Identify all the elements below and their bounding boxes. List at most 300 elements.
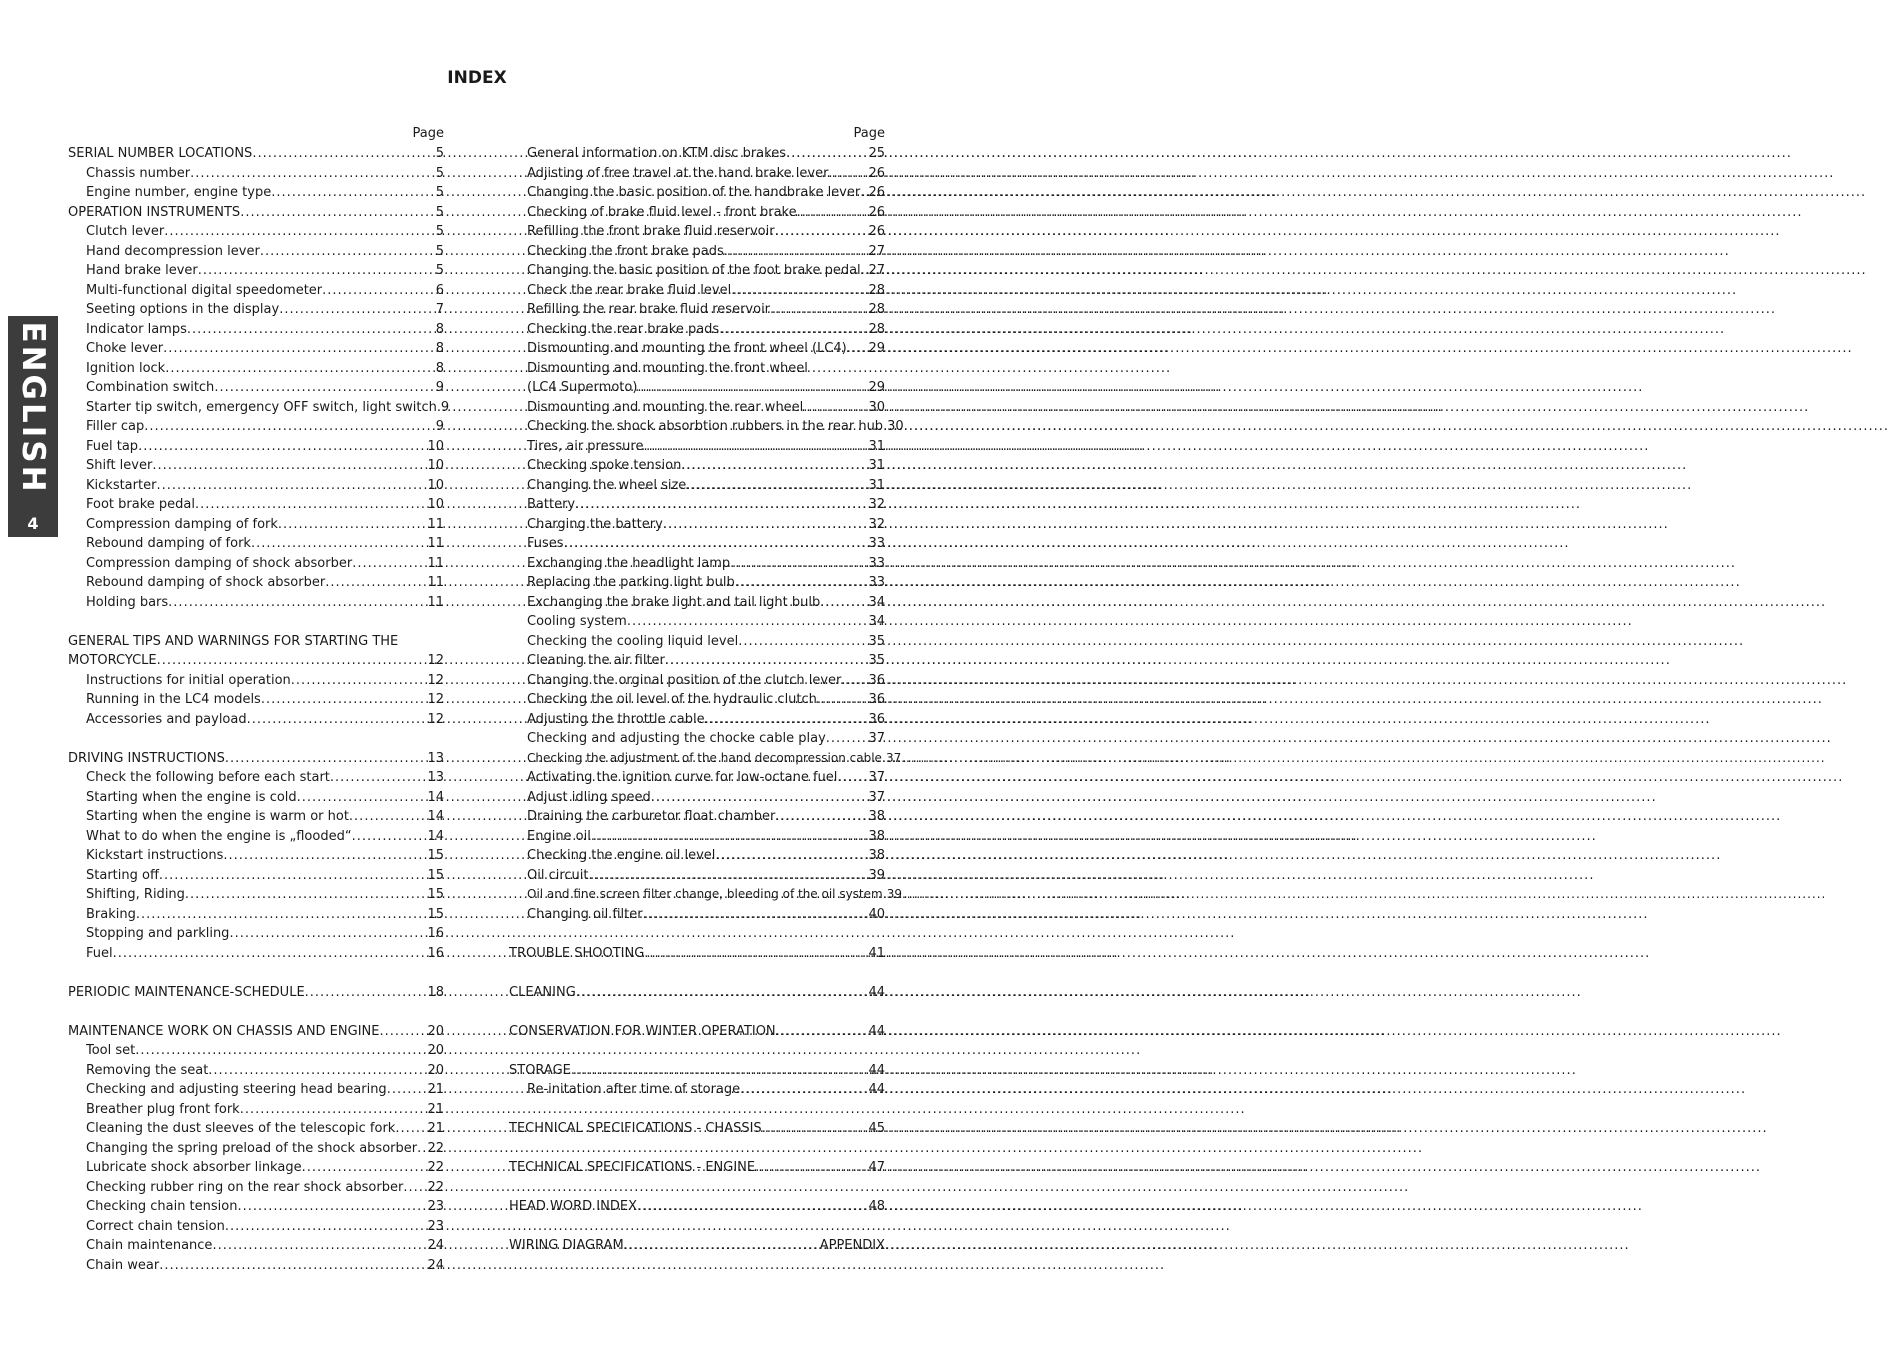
index-entry bbox=[68, 1178, 444, 1198]
entry-page-number: 30 bbox=[868, 399, 885, 415]
entry-page-number: 47 bbox=[868, 1160, 885, 1175]
entry-page-number: 25 bbox=[868, 146, 885, 161]
entry-page-number: 41 bbox=[868, 945, 885, 961]
index-entry bbox=[509, 183, 885, 203]
dot-leader bbox=[847, 339, 869, 359]
entry-page-number: 5 bbox=[435, 243, 444, 259]
index-entry bbox=[68, 866, 444, 886]
entry-page-number: 37 bbox=[868, 770, 885, 785]
dot-leader bbox=[775, 222, 869, 242]
page-number: 4 bbox=[27, 514, 39, 533]
entry-title: Chain maintenance bbox=[86, 1238, 213, 1253]
index-entry bbox=[509, 164, 885, 184]
entry-title: Instructions for initial operation bbox=[86, 672, 291, 688]
dot-leader bbox=[820, 593, 868, 613]
dot-leader bbox=[113, 944, 428, 964]
dot-leader bbox=[138, 437, 427, 457]
entry-page-number: 12 bbox=[427, 711, 444, 727]
entry-title: HEAD WORD INDEX bbox=[509, 1199, 637, 1214]
index-entry bbox=[509, 866, 885, 886]
dot-leader bbox=[325, 573, 427, 593]
entry-title: Draining the carburetor float chamber bbox=[527, 809, 776, 824]
index-entry bbox=[509, 242, 885, 262]
dot-leader bbox=[229, 924, 427, 944]
entry-title: DRIVING INSTRUCTIONS bbox=[68, 750, 225, 766]
index-entry bbox=[509, 144, 885, 164]
entry-page-number: 16 bbox=[427, 926, 444, 941]
dot-leader bbox=[159, 1256, 427, 1276]
index-entry bbox=[68, 710, 444, 730]
dot-leader bbox=[395, 1119, 427, 1139]
index-section-entry bbox=[68, 749, 444, 769]
entry-page-number: 13 bbox=[427, 770, 444, 785]
entry-title: Compression damping of fork bbox=[86, 516, 278, 532]
index-entry bbox=[509, 378, 885, 398]
entry-title: TECHNICAL SPECIFICATIONS - ENGINE bbox=[509, 1160, 756, 1175]
entry-page-number: 38 bbox=[868, 828, 885, 844]
entry-title: Charging the battery bbox=[527, 516, 663, 532]
entry-page-number: 11 bbox=[427, 575, 444, 590]
entry-page-number: 12 bbox=[427, 653, 444, 668]
entry-title: Changing the basic position of the handbrake lever bbox=[527, 185, 861, 200]
index-entry bbox=[68, 1197, 444, 1217]
entry-page-number: 27 bbox=[868, 263, 885, 278]
dot-leader bbox=[575, 495, 868, 515]
dot-leader bbox=[651, 788, 869, 808]
entry-title: Foot brake pedal bbox=[86, 497, 195, 512]
dot-leader bbox=[291, 671, 428, 691]
entry-title: Checking spoke tension bbox=[527, 458, 682, 473]
entry-page-number: 28 bbox=[868, 302, 885, 317]
dot-leader bbox=[643, 437, 868, 457]
entry-page-number: 11 bbox=[427, 516, 444, 532]
entry-page-number: 36 bbox=[868, 711, 885, 727]
index-entries-left bbox=[68, 144, 450, 1275]
entry-page-number: 20 bbox=[427, 1043, 444, 1058]
dot-leader bbox=[352, 827, 428, 847]
entry-page-number: 11 bbox=[427, 555, 444, 571]
index-entry bbox=[509, 1080, 885, 1100]
index-entry bbox=[68, 807, 444, 827]
entry-title: Starter tip switch, emergency OFF switch, light switch bbox=[86, 399, 437, 415]
dot-leader bbox=[185, 885, 428, 905]
entry-title: Fuel tap bbox=[86, 438, 139, 454]
index-entry bbox=[509, 827, 885, 847]
entry-page-number: 22 bbox=[427, 1160, 444, 1175]
entry-page-number: 20 bbox=[427, 1062, 444, 1078]
entry-page-number: 45 bbox=[868, 1121, 885, 1136]
entry-title: Adjisting of free travel at the hand brake lever bbox=[527, 165, 829, 181]
index-entry bbox=[509, 788, 885, 808]
entry-page-number: 44 bbox=[868, 1082, 885, 1097]
index-entry bbox=[68, 1061, 444, 1081]
index-entry bbox=[509, 651, 885, 671]
entry-title: Changing the spring preload of the shock absorber bbox=[86, 1140, 418, 1156]
entry-page-number: 14 bbox=[427, 789, 444, 805]
index-entry bbox=[509, 593, 885, 613]
dot-leader bbox=[212, 1236, 427, 1256]
entry-page-number: 26 bbox=[868, 165, 885, 181]
entry-title: Cooling system bbox=[527, 614, 627, 629]
entry-title: Checking and adjusting the chocke cable play bbox=[527, 731, 826, 746]
dot-leader bbox=[240, 203, 436, 223]
entry-title: Engine number, engine type bbox=[86, 185, 272, 200]
dot-leader bbox=[144, 417, 436, 437]
entry-page-number: 8 bbox=[435, 341, 444, 356]
entry-page-number: 34 bbox=[868, 594, 885, 610]
index-entry bbox=[509, 456, 885, 476]
dot-leader bbox=[163, 339, 436, 359]
dot-leader bbox=[740, 1080, 868, 1100]
entry-title: Breather plug front fork bbox=[86, 1101, 240, 1117]
section-spacer bbox=[68, 1002, 444, 1022]
index-section-entry bbox=[509, 1197, 885, 1217]
entry-page-number: 26 bbox=[868, 224, 885, 239]
entry-title: TECHNICAL SPECIFICATIONS - CHASSIS bbox=[509, 1121, 762, 1136]
dot-leader bbox=[817, 690, 869, 710]
entry-page-number: 44 bbox=[868, 1062, 885, 1078]
entry-title: Oil circuit bbox=[527, 867, 589, 883]
entry-title: Tires, air pressure bbox=[527, 438, 644, 454]
index-entry bbox=[68, 261, 444, 281]
entry-page-number: 14 bbox=[427, 809, 444, 824]
section-spacer bbox=[509, 1002, 885, 1022]
entry-page-number: 44 bbox=[868, 984, 885, 1000]
entry-title: Lubricate shock absorber linkage bbox=[86, 1160, 302, 1175]
index-entry bbox=[68, 1139, 444, 1159]
entry-title: Changing the basic position of the foot brake pedal bbox=[527, 263, 861, 278]
entry-page-number: 29 bbox=[868, 341, 885, 356]
entry-title: Checking chain tension bbox=[86, 1199, 238, 1214]
entry-page-number: 40 bbox=[868, 906, 885, 922]
index-entry bbox=[68, 1100, 444, 1120]
index-entry bbox=[68, 1080, 444, 1100]
index-entry bbox=[68, 242, 444, 262]
section-spacer bbox=[509, 1100, 885, 1120]
entry-title: Removing the seat bbox=[86, 1062, 209, 1078]
dot-leader bbox=[730, 554, 868, 574]
index-entry bbox=[68, 378, 444, 398]
dot-leader bbox=[136, 905, 428, 925]
dot-leader bbox=[165, 359, 436, 379]
dot-leader bbox=[564, 534, 869, 554]
index-entry bbox=[68, 690, 444, 710]
entry-page-number: 10 bbox=[427, 438, 444, 454]
index-entry bbox=[68, 183, 444, 203]
index-section-entry bbox=[509, 1022, 885, 1042]
dot-leader bbox=[624, 1236, 820, 1256]
index-entry bbox=[509, 846, 885, 866]
entry-title: Checking the adjustment of the hand decompression cable bbox=[527, 750, 882, 765]
index-entry bbox=[68, 300, 444, 320]
dot-leader bbox=[724, 242, 869, 262]
entry-page-number: 31 bbox=[868, 438, 885, 454]
index-entry bbox=[509, 612, 885, 632]
entry-title: Stopping and parkling bbox=[86, 926, 230, 941]
index-entry bbox=[509, 261, 885, 281]
dot-leader bbox=[214, 378, 435, 398]
entry-page-number: 7 bbox=[435, 302, 444, 317]
index-entry bbox=[509, 573, 885, 593]
index-entry bbox=[68, 573, 444, 593]
entry-title: OPERATION INSTRUMENTS bbox=[68, 204, 241, 220]
entry-title: Choke lever bbox=[86, 341, 164, 356]
entry-title: Cleaning the dust sleeves of the telescopic fork bbox=[86, 1121, 396, 1136]
dot-leader bbox=[190, 164, 436, 184]
index-section-entry bbox=[509, 983, 885, 1003]
index-section-entry bbox=[509, 1158, 885, 1178]
index-entry bbox=[68, 885, 444, 905]
entry-page-number: 21 bbox=[427, 1082, 444, 1097]
dot-leader bbox=[686, 476, 868, 496]
entry-title: Starting when the engine is cold bbox=[86, 789, 297, 805]
entry-page-number: 35 bbox=[868, 633, 885, 649]
entry-title: Cleaning the air filter bbox=[527, 653, 665, 668]
entry-title: Shifting, Riding bbox=[86, 887, 185, 902]
index-entry bbox=[509, 632, 885, 652]
dot-leader bbox=[305, 983, 428, 1003]
dot-leader bbox=[208, 1061, 427, 1081]
index-entry bbox=[68, 359, 444, 379]
index-section-entry bbox=[68, 144, 444, 164]
entry-title: Filler cap bbox=[86, 419, 145, 434]
dot-leader bbox=[157, 651, 428, 671]
entry-page-number: 28 bbox=[868, 321, 885, 337]
dot-leader bbox=[403, 1178, 427, 1198]
index-entry bbox=[509, 476, 885, 496]
entry-page-number: 27 bbox=[868, 243, 885, 259]
dot-leader bbox=[738, 632, 868, 652]
dot-leader bbox=[156, 476, 427, 496]
entry-page-number: 10 bbox=[427, 497, 444, 512]
entry-title: Chassis number bbox=[86, 165, 191, 181]
language-label: ENGLISH bbox=[15, 321, 51, 495]
entry-title: MAINTENANCE WORK ON CHASSIS AND ENGINE bbox=[68, 1023, 380, 1039]
page-column-header: Page bbox=[853, 126, 885, 141]
entry-page-number: 15 bbox=[427, 906, 444, 922]
dot-leader bbox=[195, 495, 427, 515]
entry-title: What to do when the engine is „flooded“ bbox=[86, 828, 352, 844]
entry-title: PERIODIC MAINTENANCE-SCHEDULE bbox=[68, 984, 305, 1000]
index-entry bbox=[509, 554, 885, 574]
index-entry bbox=[509, 495, 885, 515]
entry-title: Fuel bbox=[86, 945, 113, 961]
section-spacer bbox=[509, 1041, 885, 1061]
index-entry bbox=[68, 827, 444, 847]
entry-page-number: 36 bbox=[868, 672, 885, 688]
index-entry bbox=[68, 846, 444, 866]
entry-title: Checking the shock absorbtion rubbers in the rear hub bbox=[527, 419, 884, 434]
index-section-entry bbox=[68, 632, 444, 652]
entry-page-number: 23 bbox=[427, 1218, 444, 1234]
entry-title: Refilling the front brake fluid reservoir bbox=[527, 224, 775, 239]
dot-leader bbox=[637, 378, 868, 398]
entry-title: Shift lever bbox=[86, 458, 153, 473]
index-entry bbox=[68, 398, 450, 418]
entry-page-number: 28 bbox=[868, 282, 885, 298]
index-entry bbox=[509, 281, 885, 301]
index-entry bbox=[68, 593, 444, 613]
entry-page-number: 39 bbox=[886, 887, 902, 901]
entry-title: MOTORCYCLE bbox=[68, 653, 157, 668]
dot-leader bbox=[187, 320, 436, 340]
dot-leader bbox=[330, 768, 428, 788]
entry-title: Checking rubber ring on the rear shock absorber bbox=[86, 1179, 404, 1195]
dot-leader bbox=[786, 144, 868, 164]
entry-page-number: 9 bbox=[435, 380, 444, 395]
index-entry bbox=[509, 885, 902, 905]
entry-title: Changing the wheel size bbox=[527, 477, 687, 493]
entry-page-number: 39 bbox=[868, 867, 885, 883]
index-entry bbox=[68, 456, 444, 476]
index-entry bbox=[509, 690, 885, 710]
dot-leader bbox=[627, 612, 869, 632]
dot-leader bbox=[168, 593, 427, 613]
index-entry bbox=[509, 768, 885, 788]
index-entry bbox=[509, 515, 885, 535]
entry-page-number: 31 bbox=[868, 477, 885, 493]
dot-leader bbox=[247, 710, 428, 730]
index-section-entry bbox=[68, 1022, 444, 1042]
dot-leader bbox=[770, 300, 868, 320]
entry-page-number: 6 bbox=[435, 282, 444, 298]
index-entry bbox=[68, 1041, 444, 1061]
index-entry bbox=[68, 1236, 444, 1256]
section-spacer bbox=[68, 612, 444, 632]
entry-page-number: 13 bbox=[427, 750, 444, 766]
dot-leader bbox=[755, 1158, 868, 1178]
dot-leader bbox=[225, 1217, 428, 1237]
entry-page-number: 5 bbox=[435, 224, 444, 239]
dot-leader bbox=[589, 866, 869, 886]
entry-page-number: 21 bbox=[427, 1101, 444, 1117]
entry-page-number: 8 bbox=[435, 321, 444, 337]
entry-title: Replacing the parking light bulb bbox=[527, 575, 735, 590]
entry-title: Oil and fine screen filter change, bleeding of the oil system bbox=[527, 887, 883, 901]
entry-title: Check the following before each start bbox=[86, 770, 330, 785]
dot-leader bbox=[159, 866, 428, 886]
dot-leader bbox=[576, 983, 869, 1003]
index-entry bbox=[509, 320, 885, 340]
entry-title: Adjusting the throttle cable bbox=[527, 711, 705, 727]
entry-page-number: 5 bbox=[435, 185, 444, 200]
dot-leader bbox=[731, 281, 868, 301]
entry-title: Checking the cooling liquid level bbox=[527, 633, 739, 649]
index-entry bbox=[509, 749, 902, 769]
entry-title: Starting off bbox=[86, 867, 159, 883]
index-entries-right bbox=[509, 144, 904, 1256]
entry-title: Multi-functional digital speedometer bbox=[86, 282, 323, 298]
index-entry bbox=[509, 300, 885, 320]
entry-page-number: 36 bbox=[868, 692, 885, 707]
entry-page-number: APPENDIX bbox=[819, 1238, 885, 1253]
dot-leader bbox=[663, 515, 869, 535]
entry-title: Combination switch bbox=[86, 380, 215, 395]
entry-page-number: 5 bbox=[435, 146, 444, 161]
dot-leader bbox=[591, 827, 869, 847]
dot-leader bbox=[260, 242, 436, 262]
index-entry bbox=[68, 476, 444, 496]
entry-title: Activating the ignition curve for low-octane fuel bbox=[527, 770, 838, 785]
entry-page-number: 44 bbox=[868, 1023, 885, 1039]
index-entry bbox=[509, 905, 885, 925]
index-entry bbox=[509, 437, 885, 457]
entry-page-number: 8 bbox=[435, 360, 444, 376]
index-entry bbox=[68, 320, 444, 340]
entry-title: Changing the orginal position of the clutch lever bbox=[527, 672, 842, 688]
entry-page-number: 21 bbox=[427, 1121, 444, 1136]
dot-leader bbox=[571, 1061, 869, 1081]
section-spacer bbox=[68, 729, 444, 749]
index-entry bbox=[509, 671, 885, 691]
entry-page-number: 5 bbox=[435, 204, 444, 220]
section-spacer bbox=[509, 1139, 885, 1159]
dot-leader bbox=[665, 651, 869, 671]
dot-leader bbox=[715, 846, 868, 866]
entry-title: Checking and adjusting steering head bearing bbox=[86, 1082, 387, 1097]
entry-title: Kickstarter bbox=[86, 477, 157, 493]
entry-page-number: 10 bbox=[427, 477, 444, 493]
entry-title: Running in the LC4 models bbox=[86, 692, 261, 707]
entry-page-number: 15 bbox=[427, 867, 444, 883]
entry-page-number: 9 bbox=[440, 399, 450, 415]
entry-page-number: 33 bbox=[868, 536, 885, 551]
entry-page-number: 29 bbox=[868, 380, 885, 395]
dot-leader bbox=[837, 768, 868, 788]
dot-leader bbox=[776, 1022, 869, 1042]
index-entry bbox=[509, 359, 885, 379]
entry-page-number: 37 bbox=[868, 789, 885, 805]
entry-title: Hand brake lever bbox=[86, 263, 198, 278]
entry-title: Dismounting and mounting the front wheel bbox=[527, 360, 808, 376]
entry-page-number: 32 bbox=[868, 497, 885, 512]
dot-leader bbox=[251, 534, 428, 554]
entry-page-number: 14 bbox=[427, 828, 444, 844]
entry-title: Exchanging the headlight lamp bbox=[527, 555, 731, 571]
entry-title: Refilling the rear brake fluid reservoir bbox=[527, 302, 771, 317]
index-entry bbox=[68, 1158, 444, 1178]
entry-page-number: 33 bbox=[868, 575, 885, 590]
entry-title: Engine oil bbox=[527, 828, 591, 844]
entry-page-number: 24 bbox=[427, 1257, 444, 1273]
entry-page-number: 12 bbox=[427, 672, 444, 688]
entry-title: Correct chain tension bbox=[86, 1218, 225, 1234]
index-entry bbox=[68, 788, 444, 808]
dot-leader bbox=[278, 515, 428, 535]
entry-title: Ignition lock bbox=[86, 360, 166, 376]
entry-page-number: 11 bbox=[427, 594, 444, 610]
dot-leader bbox=[705, 710, 869, 730]
entry-title: Tool set bbox=[86, 1043, 136, 1058]
dot-leader bbox=[860, 183, 868, 203]
entry-page-number: 35 bbox=[868, 653, 885, 668]
index-entry bbox=[509, 203, 885, 223]
entry-page-number: 30 bbox=[887, 419, 904, 434]
index-entry bbox=[68, 437, 444, 457]
entry-title: Checking of brake fluid level - front brake bbox=[527, 204, 797, 220]
dot-leader bbox=[352, 554, 427, 574]
index-entry bbox=[68, 1256, 444, 1276]
dot-leader bbox=[379, 1022, 427, 1042]
dot-leader bbox=[637, 1197, 868, 1217]
index-entry bbox=[68, 905, 444, 925]
entry-title: WIRING DIAGRAM bbox=[509, 1238, 624, 1253]
dot-leader bbox=[775, 807, 868, 827]
index-section-entry bbox=[68, 983, 444, 1003]
entry-title: Braking bbox=[86, 906, 136, 922]
dot-leader bbox=[826, 729, 869, 749]
entry-title: Checking the rear brake pads bbox=[527, 321, 720, 337]
